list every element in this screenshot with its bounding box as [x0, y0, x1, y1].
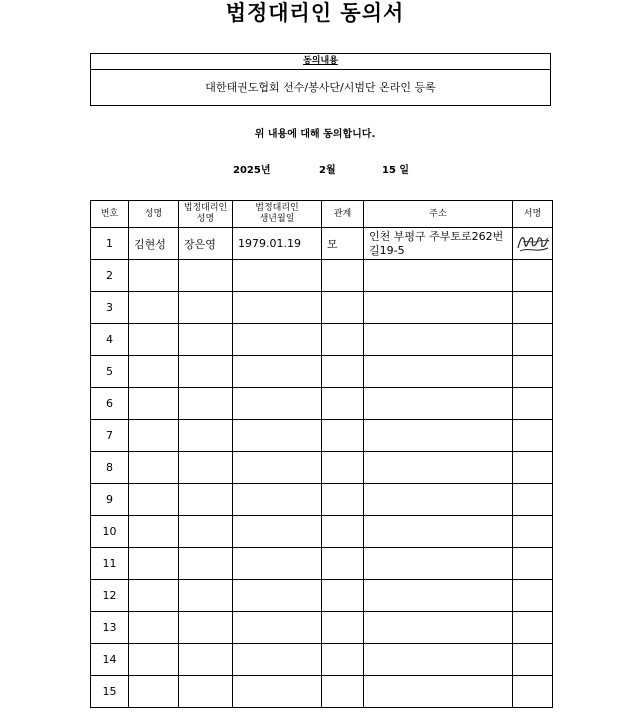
row-guardian-birth	[233, 260, 322, 292]
header-address: 주소	[364, 201, 513, 228]
row-name	[129, 452, 179, 484]
row-guardian-birth	[233, 580, 322, 612]
header-guardian-birth: 법정대리인 생년월일	[233, 201, 322, 228]
row-address	[364, 644, 513, 676]
row-signature	[513, 612, 553, 644]
row-number: 5	[91, 356, 129, 388]
row-number: 7	[91, 420, 129, 452]
row-guardian-name	[179, 260, 233, 292]
row-address	[364, 420, 513, 452]
row-guardian-name	[179, 580, 233, 612]
date-month: 2월	[319, 165, 336, 176]
row-address	[364, 580, 513, 612]
guardian-table	[90, 200, 553, 708]
row-signature	[513, 356, 553, 388]
row-address	[364, 452, 513, 484]
row-address: 인천 부평구 주부토로262번길19-5	[364, 228, 513, 260]
row-name	[129, 676, 179, 708]
row-number: 4	[91, 324, 129, 356]
table-row	[91, 420, 553, 452]
table-row	[91, 292, 553, 324]
row-name	[129, 644, 179, 676]
row-guardian-birth	[233, 612, 322, 644]
row-relation	[322, 420, 364, 452]
table-row	[91, 612, 553, 644]
table-row	[91, 676, 553, 708]
row-name	[129, 388, 179, 420]
row-guardian-birth: 1979.01.19	[233, 228, 322, 260]
row-relation	[322, 644, 364, 676]
row-signature	[513, 516, 553, 548]
row-address	[364, 388, 513, 420]
row-address	[364, 292, 513, 324]
row-guardian-name	[179, 420, 233, 452]
row-name: 김현성	[129, 228, 179, 260]
row-signature	[513, 484, 553, 516]
row-relation	[322, 324, 364, 356]
table-header-row	[91, 201, 553, 228]
row-guardian-name	[179, 324, 233, 356]
row-name	[129, 484, 179, 516]
row-signature	[513, 644, 553, 676]
row-guardian-birth	[233, 484, 322, 516]
row-guardian-name	[179, 484, 233, 516]
row-signature	[513, 452, 553, 484]
document-title: 법정대리인 동의서	[225, 1, 405, 25]
table-row	[91, 516, 553, 548]
table-row	[91, 484, 553, 516]
row-address	[364, 676, 513, 708]
row-number: 3	[91, 292, 129, 324]
row-signature	[513, 676, 553, 708]
row-signature	[513, 260, 553, 292]
row-relation	[322, 612, 364, 644]
row-guardian-birth	[233, 324, 322, 356]
row-address	[364, 612, 513, 644]
header-signature: 서명	[513, 201, 553, 228]
row-guardian-name	[179, 516, 233, 548]
agree-statement: 위 내용에 대해 동의합니다.	[254, 129, 376, 140]
row-number: 14	[91, 644, 129, 676]
row-number: 13	[91, 612, 129, 644]
row-address	[364, 260, 513, 292]
table-row	[91, 388, 553, 420]
row-name	[129, 516, 179, 548]
row-name	[129, 356, 179, 388]
row-name	[129, 612, 179, 644]
table-row	[91, 260, 553, 292]
row-guardian-birth	[233, 548, 322, 580]
row-relation: 모	[322, 228, 364, 260]
row-address	[364, 516, 513, 548]
row-name	[129, 580, 179, 612]
row-guardian-birth	[233, 644, 322, 676]
consent-body: 대한태권도협회 선수/봉사단/시범단 온라인 등록	[205, 81, 436, 94]
row-relation	[322, 452, 364, 484]
row-guardian-birth	[233, 356, 322, 388]
row-guardian-name	[179, 356, 233, 388]
row-name	[129, 420, 179, 452]
row-relation	[322, 292, 364, 324]
row-relation	[322, 580, 364, 612]
row-number: 12	[91, 580, 129, 612]
row-guardian-birth	[233, 388, 322, 420]
table-row	[91, 452, 553, 484]
row-guardian-birth	[233, 516, 322, 548]
row-address	[364, 548, 513, 580]
row-number: 11	[91, 548, 129, 580]
row-signature	[513, 388, 553, 420]
table-row	[91, 644, 553, 676]
row-address	[364, 356, 513, 388]
row-address	[364, 324, 513, 356]
row-relation	[322, 484, 364, 516]
row-name	[129, 548, 179, 580]
date-day: 15 일	[382, 165, 410, 176]
row-number: 6	[91, 388, 129, 420]
row-guardian-birth	[233, 292, 322, 324]
consent-box	[90, 53, 551, 106]
row-guardian-name: 장은영	[179, 228, 233, 260]
row-guardian-name	[179, 612, 233, 644]
row-number: 9	[91, 484, 129, 516]
table-row	[91, 356, 553, 388]
row-relation	[322, 260, 364, 292]
row-guardian-birth	[233, 420, 322, 452]
table-row	[91, 324, 553, 356]
row-guardian-name	[179, 548, 233, 580]
row-signature	[513, 548, 553, 580]
row-number: 10	[91, 516, 129, 548]
row-guardian-name	[179, 388, 233, 420]
row-relation	[322, 388, 364, 420]
row-number: 15	[91, 676, 129, 708]
row-name	[129, 260, 179, 292]
row-number: 8	[91, 452, 129, 484]
row-relation	[322, 548, 364, 580]
row-name	[129, 324, 179, 356]
row-guardian-birth	[233, 676, 322, 708]
row-guardian-name	[179, 676, 233, 708]
row-signature	[513, 292, 553, 324]
row-signature	[513, 580, 553, 612]
row-guardian-birth	[233, 452, 322, 484]
header-name: 성명	[129, 201, 179, 228]
row-signature	[513, 420, 553, 452]
row-name	[129, 292, 179, 324]
row-guardian-name	[179, 452, 233, 484]
row-guardian-name	[179, 292, 233, 324]
table-row	[91, 548, 553, 580]
date-year: 2025년	[233, 165, 271, 176]
header-guardian-name: 법정대리인 성명	[179, 201, 233, 228]
table-row	[91, 228, 553, 260]
handwritten-signature	[515, 230, 551, 256]
row-signature	[513, 324, 553, 356]
header-number: 번호	[91, 201, 129, 228]
row-address	[364, 484, 513, 516]
header-relation: 관계	[322, 201, 364, 228]
row-guardian-name	[179, 644, 233, 676]
row-number: 2	[91, 260, 129, 292]
row-number: 1	[91, 228, 129, 260]
row-relation	[322, 676, 364, 708]
row-relation	[322, 516, 364, 548]
row-signature	[513, 228, 553, 260]
consent-header: 동의내용	[91, 54, 550, 70]
row-relation	[322, 356, 364, 388]
table-row	[91, 580, 553, 612]
